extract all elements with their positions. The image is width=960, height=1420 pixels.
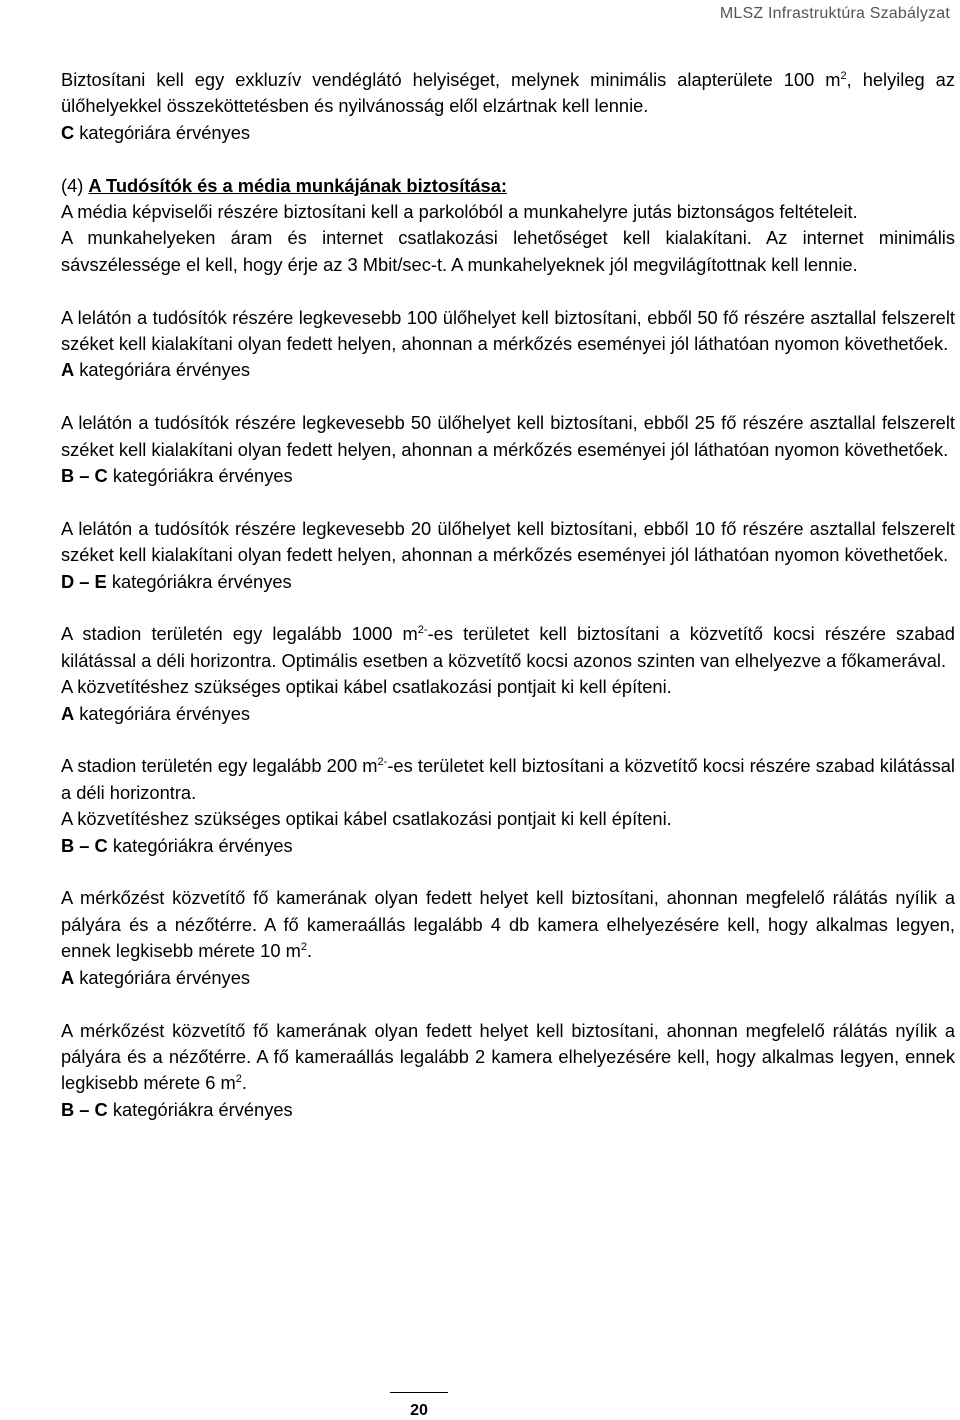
paragraph-text [61, 67, 955, 120]
category-code: C [61, 121, 75, 143]
category-label: kategóriákra érvényes [107, 465, 293, 487]
section-title: A Tudósítók és a média munkájának biztosítása: [88, 174, 507, 196]
text-segment: A mérkőzést közvetítő fő kamerának olyan fedett helyet kell biztosítani, ahonnan megfelelő rálátás nyílik a pályára és a nézőtérre. A fő kameraállás legalább 4 db kamera elhelyezésére kell, hogy alkalmas legyen, ennek legkisebb mérete 10 m [61, 887, 955, 962]
text-segment: -es területet kell biztosítani a közvetítő kocsi részére szabad kilátással a déli horizontra. [61, 755, 955, 803]
paragraph-restaurant [61, 67, 955, 146]
paragraph-text: A lelátón a tudósítók részére legkevesebb 50 ülőhelyet kell biztosítani, ebből 25 fő részére asztallal felszerelt széket kell kialakítani olyan fedett helyen, ahonnan a mérkőzés eseményei jól láthatóan nyomon követhetőek. [61, 412, 955, 460]
paragraph-text [61, 1018, 955, 1097]
category-label: kategóriákra érvényes [107, 1098, 293, 1120]
paragraph-text: A közvetítéshez szükséges optikai kábel csatlakozási pontjait ki kell építeni. [61, 676, 672, 698]
category-line [61, 1097, 955, 1123]
category-code: A [61, 702, 75, 724]
superscript: 2- [417, 624, 428, 637]
category-label: kategóriára érvényes [74, 702, 250, 724]
category-label: kategóriára érvényes [74, 966, 250, 988]
text-segment: , helyileg az ülőhelyekkel összeköttetésben és nyilvánosság elől elzártnak kell lennie. [61, 69, 955, 117]
superscript: 2 [300, 941, 307, 954]
category-code: B – C [61, 465, 108, 487]
section-heading [61, 173, 955, 199]
superscript: 2 [235, 1073, 242, 1086]
paragraph-text [61, 621, 955, 674]
paragraph-press-a [61, 305, 955, 384]
category-line [61, 833, 955, 859]
category-code: D – E [61, 570, 107, 592]
paragraph-ob-van-a [61, 621, 955, 727]
paragraph-camera-bc [61, 1018, 955, 1124]
section-number: (4) [61, 174, 89, 196]
category-line [61, 965, 955, 991]
category-label: kategóriákra érvényes [106, 570, 292, 592]
page-number: 20 [410, 1402, 428, 1419]
text-segment: . [241, 1072, 247, 1094]
text-segment: . [306, 940, 313, 962]
paragraph-press-bc [61, 410, 955, 489]
category-label: kategóriára érvényes [74, 121, 250, 143]
text-segment: Biztosítani kell egy exkluzív vendéglátó helyiséget, melynek minimális alapterülete 100 m [61, 69, 841, 90]
category-line [61, 701, 955, 727]
paragraph-camera-a [61, 885, 955, 991]
paragraph-text: A munkahelyeken áram és internet csatlakozási lehetőséget kell kialakítani. Az internet minimális sávszélessége el kell, hogy érje az 3 Mbit/sec-t. A munkahelyeknek jól megvilágítottnak kell lennie. [61, 227, 955, 275]
category-code: B – C [61, 834, 108, 856]
paragraph-text [61, 753, 955, 806]
category-code: A [61, 359, 75, 381]
superscript: 2 [840, 70, 847, 82]
running-header: MLSZ Infrastruktúra Szabályzat [719, 5, 950, 22]
category-code: A [61, 966, 75, 988]
category-line [61, 463, 955, 489]
category-code: B – C [61, 1098, 108, 1120]
paragraph-text: A lelátón a tudósítók részére legkevesebb 100 ülőhelyet kell biztosítani, ebből 50 fő részére asztallal felszerelt széket kell kialakítani olyan fedett helyen, ahonnan a mérkőzés eseményei jól láthatóan nyomon követhetőek. [61, 306, 955, 355]
paragraph-press-de [61, 516, 955, 595]
paragraph-text: A média képviselői részére biztosítani kell a parkolóból a munkahelyre jutás biztonságos feltételeit. [61, 201, 858, 223]
paragraph-text: A közvetítéshez szükséges optikai kábel csatlakozási pontjait ki kell építeni. [61, 808, 672, 830]
text-segment: -es területet kell biztosítani a közvetítő kocsi részére szabad kilátással a déli horizontra. Optimális esetben a közvetítő kocsi azonos szinten van elhelyezve a főkamerával. [61, 623, 955, 671]
text-segment: A stadion területén egy legalább 200 m [61, 755, 378, 777]
category-line [61, 569, 955, 595]
document-body [61, 67, 955, 1123]
text-segment: A mérkőzést közvetítő fő kamerának olyan fedett helyet kell biztosítani, ahonnan megfelelő rálátás nyílik a pályára és a nézőtérre. A fő kameraállás legalább 2 kamera elhelyezésére kell, hogy alkalmas legyen, ennek legkisebb mérete 6 m [61, 1019, 955, 1094]
category-line [61, 357, 955, 383]
section-media [61, 173, 955, 279]
text-segment: A stadion területén egy legalább 1000 m [61, 623, 418, 645]
category-line [61, 120, 955, 146]
category-label: kategóriára érvényes [74, 359, 250, 381]
category-label: kategóriákra érvényes [107, 834, 293, 856]
footer-divider [390, 1392, 448, 1393]
paragraph-text: A lelátón a tudósítók részére legkevesebb 20 ülőhelyet kell biztosítani, ebből 10 fő részére asztallal felszerelt széket kell kialakítani olyan fedett helyen, ahonnan a mérkőzés eseményei jól láthatóan nyomon követhetőek. [61, 517, 955, 566]
superscript: 2- [377, 756, 388, 769]
paragraph-ob-van-bc [61, 753, 955, 859]
paragraph-text [61, 885, 955, 964]
